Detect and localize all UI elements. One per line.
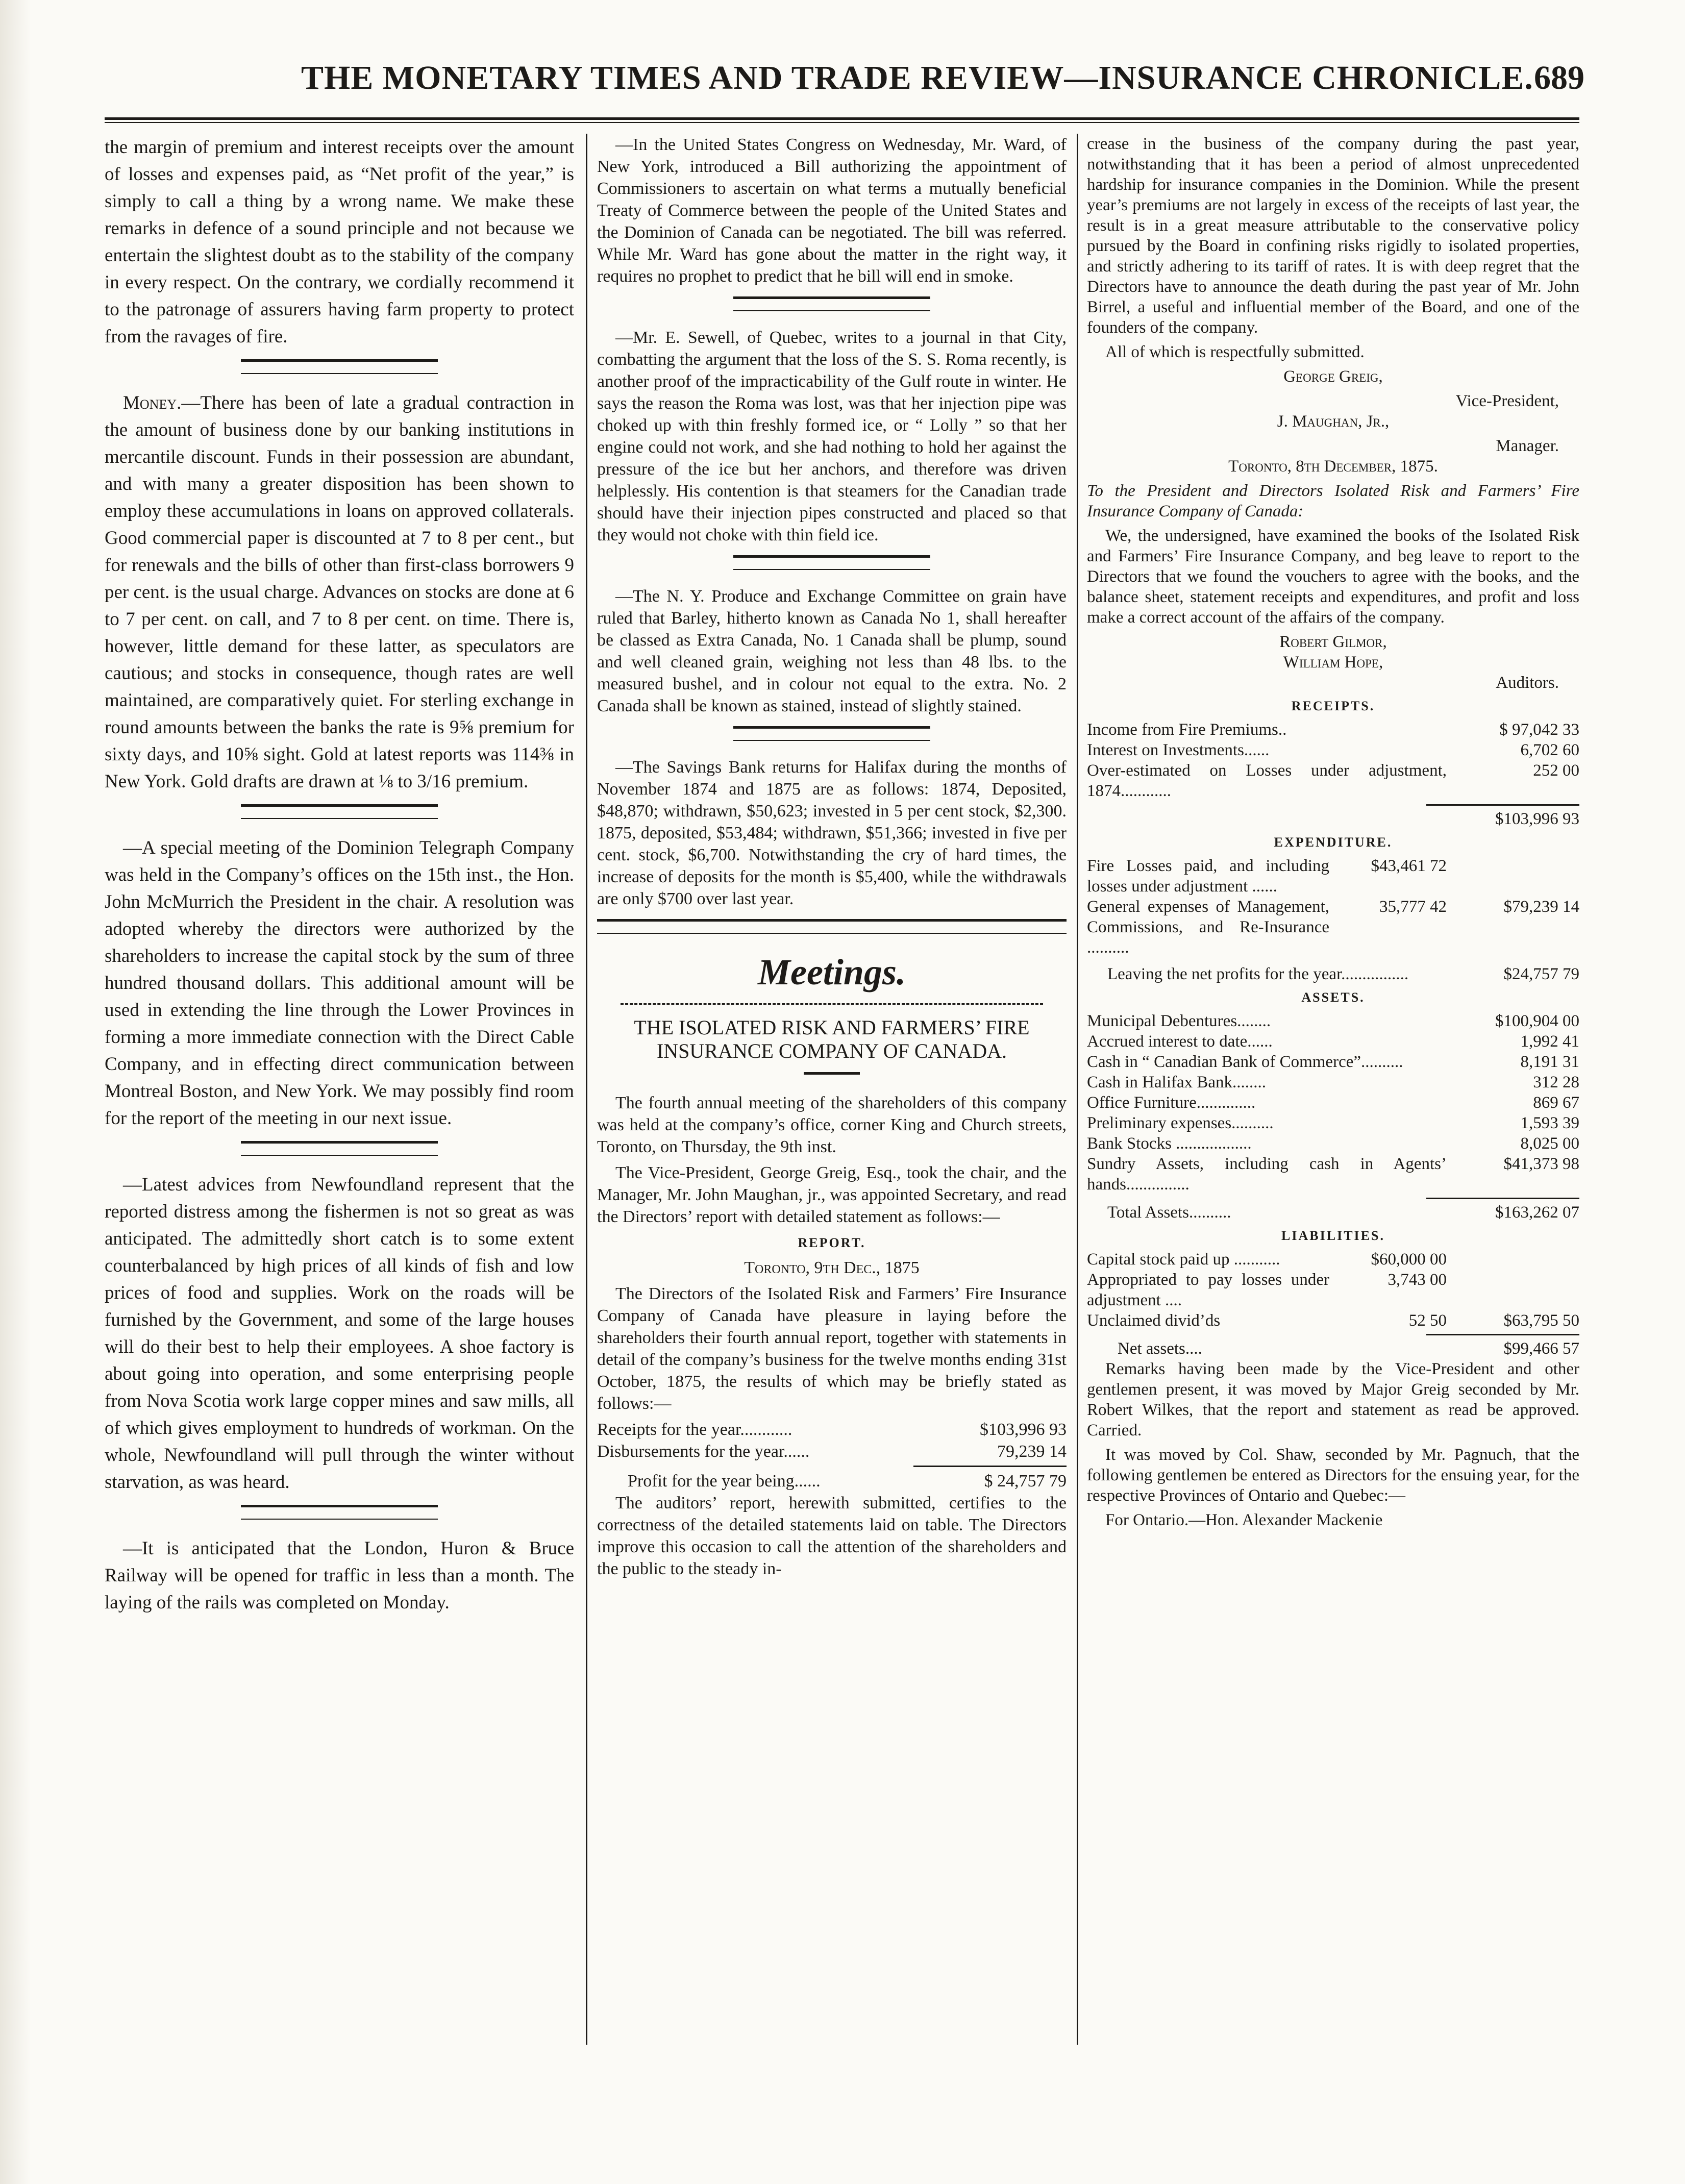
account-line (1087, 897, 1579, 958)
account-value: $24,757 79 (1503, 965, 1579, 983)
account-label: Accrued interest to date...... (1087, 1032, 1273, 1051)
liabilities-total: $63,795 50 (1503, 1311, 1579, 1330)
account-value: 6,702 60 (1520, 741, 1579, 759)
meeting-paragraph: For Ontario.—Hon. Alexander Mackenie (1105, 1511, 1383, 1529)
column-rule-2 (1077, 134, 1078, 2045)
net-assets-line (1087, 1338, 1579, 1359)
column-rule-1 (586, 134, 587, 2045)
account-label: Cash in “ Canadian Bank of Commerce”.......... (1087, 1053, 1403, 1071)
account-value: 252 00 (1533, 761, 1579, 780)
account-label: Preliminary expenses.......... (1087, 1114, 1274, 1132)
report-label: REPORT. (798, 1235, 866, 1250)
disbursements-value: 79,239 14 (997, 1442, 1067, 1461)
railway-article: —It is anticipated that the London, Huron & Bruce Railway will be opened for traffic in less than a month. The laying of the rails was completed on Monday. (105, 1538, 574, 1613)
profit-label: Profit for the year being...... (628, 1472, 821, 1491)
account-value: $99,466 57 (1503, 1339, 1579, 1358)
account-value: 8,025 00 (1520, 1134, 1579, 1153)
account-label: Municipal Debentures........ (1087, 1012, 1271, 1030)
signatory-title: Manager. (1496, 437, 1559, 455)
account-label: Appropriated to pay losses under adjustment .... (1087, 1271, 1329, 1309)
account-label: Income from Fire Premiums.. (1087, 721, 1287, 739)
disbursements-label: Disbursements for the year...... (597, 1442, 810, 1461)
account-value: 869 67 (1533, 1094, 1579, 1112)
account-value: 3,743 00 (1387, 1271, 1447, 1289)
auditor-date: Toronto, 8th December, 1875. (1228, 457, 1438, 476)
account-line (1087, 1113, 1579, 1133)
submission-line: All of which is respectfully submitted. (1105, 343, 1365, 361)
account-value: 1,992 41 (1520, 1032, 1579, 1051)
expenditure-heading: EXPENDITURE. (1274, 835, 1393, 850)
report-continuation: crease in the business of the company during the past year, notwithstanding that it has been a period of almost unprecedented hardship for insurance companies in the Dominion. While the present year’s premiums are not largely in excess of the receipts of last year, the result is in a great measure attributable to the conservative policy pursued by the Board in confining risks rigidly to isolated properties, and strictly adhering to its tariff of rates. It is with deep regret that the Directors have to announce the death during the past year of Mr. John Birrel, a useful and influential member of the Board, and one of the founders of the company. (1087, 135, 1579, 337)
separator-rule (733, 726, 930, 741)
account-value: $41,373 98 (1503, 1155, 1579, 1173)
account-label: Interest on Investments...... (1087, 741, 1270, 759)
produce-article: —The N. Y. Produce and Exchange Committee on grain have ruled that Barley, hitherto known as Canada No 1, shall hereafter be classed as Extra Canada, No. 1 Canada shall be plump, sound and well cleaned grain, weighing not less than 48 lbs. to the measured bushel, and in colour not equal to the extra. No. 2 Canada shall be known as stained, instead of slightly stained. (597, 587, 1067, 715)
account-line (1087, 1011, 1579, 1031)
account-value: $163,262 07 (1495, 1203, 1579, 1222)
header-rule (105, 117, 1579, 123)
signatory-name: George Greig, (1283, 367, 1383, 386)
profit-line (597, 1470, 1067, 1492)
assets-heading: ASSETS. (1301, 990, 1365, 1005)
account-line (1087, 740, 1579, 760)
account-label: Total Assets.......... (1107, 1203, 1231, 1222)
account-line (1087, 1093, 1579, 1113)
money-text: —There has been of late a gradual contraction in the amount of business done by our banking institutions in mercantile discount. Funds in their possession are abundant, and with many a greater disposition has been shown to employ these accumulations in loans on approved collaterals. Good commercial paper is discounted at 7 to 8 per cent., but for renewals and the bills of other than first-class borrowers 9 per cent. is the usual charge. Advances on stocks are done at 6 to 7 per cent. on call, and 7 to 8 per cent. on time. There is, however, little demand for these latter, as speculators are cautious; and stocks in consequence, though rates are well maintained, are comparatively quiet. For sterling exchange in round amounts between the banks the rate is 9⅝ premium for sixty days, and 10⅝ sight. Gold at latest reports was 114⅜ in New York. Gold drafts are drawn at ⅛ to 3/16 premium. (105, 392, 574, 792)
account-label: Unclaimed divid’ds (1087, 1311, 1221, 1330)
account-line (1087, 760, 1579, 801)
publication-title: THE MONETARY TIMES AND TRADE REVIEW—INSURANCE CHRONICLE. (301, 59, 1533, 96)
account-value: $100,904 00 (1495, 1012, 1579, 1030)
assets-total-line (1087, 1202, 1579, 1223)
column-3 (1087, 134, 1579, 2045)
congress-article: —In the United States Congress on Wednesday, Mr. Ward, of New York, introduced a Bill authorizing the appointment of Commissioners to ascertain on what terms a mutually beneficial Treaty of Commerce between the people of the United States and the Dominion of Canada can be negotiated. The bill was referred. While Mr. Ward has gone about the matter in the right way, it requires no prophet to predict that he bill will end in smoke. (597, 135, 1067, 286)
account-line (1087, 1154, 1579, 1195)
net-profit-line (1087, 964, 1579, 984)
short-rule (804, 1072, 860, 1077)
account-label: Sundry Assets, including cash in Agents’ hands............... (1087, 1155, 1447, 1194)
report-date: Toronto, 9th Dec., 1875 (744, 1258, 920, 1277)
receipts-line (597, 1419, 1067, 1441)
receipts-label: Receipts for the year............ (597, 1420, 792, 1439)
sum-rule (1426, 804, 1579, 806)
telegraph-article: —A special meeting of the Dominion Telegraph Company was held in the Company’s offices on the 15th inst., the Hon. John McMurrich the President in the chair. A resolution was adopted whereby the directors were authorized by the shareholders to increase the capital stock by the sum of three hundred thousand dollars. This additional amount will be used in extending the line through the Lower Provinces in forming a more immediate connection with the Direct Cable Company, and in effecting direct communication between Montreal Boston, and New York. We may possibly find room for the report of the meeting in our next issue. (105, 837, 574, 1129)
newfoundland-article: —Latest advices from Newfoundland represent that the reported distress among the fishermen is not so great as was anticipated. The admittedly short catch is to some extent counterbalanced by high prices of all kinds of fish and low prices of food and supplies. Work on the roads will be furnished by the Government, and some of the large houses will do their best to help their employees. A shoe factory is about going into operation, and some enterprising people from Nova Scotia work large copper mines and saw mills, all of which gives employment to hundreds of workman. On the whole, Newfoundland will pull through the winter without starvation, as was heard. (105, 1174, 574, 1493)
account-label: Bank Stocks .................. (1087, 1134, 1252, 1153)
auditor-name: Robert Gilmor, (1279, 633, 1387, 651)
account-label: Office Furniture.............. (1087, 1094, 1256, 1112)
separator-rule (241, 1141, 438, 1156)
report-paragraph: The Directors of the Isolated Risk and Farmers’ Fire Insurance Company of Canada have pleasure in laying before the shareholders their fourth annual report, together with statements in detail of the company’s business for the twelve months ending 31st October, 1875, the results of which may be briefly stated as follows:— (597, 1284, 1067, 1413)
account-line (1087, 1072, 1579, 1093)
separator-rule (241, 804, 438, 819)
account-line (1087, 719, 1579, 740)
receipts-heading: RECEIPTS. (1291, 699, 1375, 713)
auditor-title: Auditors. (1496, 674, 1559, 692)
separator-rule (733, 296, 930, 311)
account-value: 312 28 (1533, 1073, 1579, 1091)
account-label: Fire Losses paid, and including losses under adjustment ...... (1087, 857, 1329, 896)
column-2 (597, 134, 1067, 2045)
savings-article: —The Savings Bank returns for Halifax during the months of November 1874 and 1875 are as follows: 1874, Deposited, $48,870; withdrawn, $50,623; invested in 5 per cent stock, $2,300. 1875, deposited, $53,484; withdrawn, $51,366; invested in five per cent. stock, $6,700. Notwithstanding the cry of hard times, the increase of deposits for the month is $5,400, while the withdrawals are only $700 over last year. (597, 758, 1067, 908)
account-value: 35,777 42 (1379, 898, 1447, 916)
auditor-paragraph: We, the undersigned, have examined the books of the Isolated Risk and Farmers’ Fire Insurance Company, and beg leave to report to the Directors that we found the vouchers to agree with the books, and the balance sheet, statement receipts and expenditures, and profit and loss make a correct account of the affairs of the company. (1087, 527, 1579, 627)
signatory-title: Vice-President, (1455, 392, 1559, 410)
meeting-paragraph: It was moved by Col. Shaw, seconded by Mr. Pagnuch, that the following gentlemen be entered as Directors for the ensuing year, for the respective Provinces of Ontario and Quebec:— (1087, 1446, 1579, 1505)
expenditure-total: $79,239 14 (1503, 898, 1579, 916)
signatory-name: J. Maughan, Jr., (1277, 412, 1390, 431)
money-article (105, 389, 574, 795)
account-value: 8,191 31 (1520, 1053, 1579, 1071)
section-rule (597, 919, 1067, 934)
account-line (1087, 1270, 1579, 1310)
disbursements-line (597, 1441, 1067, 1462)
masthead (87, 59, 1584, 115)
meetings-heading: Meetings. (757, 952, 906, 992)
account-line (1087, 1052, 1579, 1072)
account-value: 52 50 (1408, 1311, 1447, 1330)
auditors-paragraph: The auditors’ report, herewith submitted, certifies to the correctness of the detailed statements laid on table. The Directors improve this occasion to call the attention of the shareholders and the public to the steady in- (597, 1494, 1067, 1578)
account-total (1087, 809, 1579, 829)
meeting-paragraph: Remarks having been made by the Vice-President and other gentlemen present, it was moved by Major Greig seconded by Mr. Robert Wilkes, that the report and statement as read be approved. Carried. (1087, 1360, 1579, 1440)
sum-rule (1426, 1198, 1579, 1199)
account-label: Net assets.... (1118, 1339, 1202, 1358)
liabilities-heading: LIABILITIES. (1281, 1228, 1385, 1243)
account-line (1087, 1310, 1579, 1331)
account-value: 1,593 39 (1520, 1114, 1579, 1132)
account-label: Over-estimated on Losses under adjustment, 1874............ (1087, 761, 1447, 800)
company-heading: THE ISOLATED RISK AND FARMERS’ FIRE INSURANCE COMPANY OF CANADA. (634, 1016, 1030, 1062)
meeting-paragraph: The fourth annual meeting of the shareholders of this company was held at the company’s office, corner King and Church streets, Toronto, on Thursday, the 9th inst. (597, 1094, 1067, 1156)
page-number: 689 (1534, 59, 1584, 96)
column-1 (105, 134, 574, 2045)
account-line (1087, 1031, 1579, 1052)
sum-rule (913, 1466, 1067, 1467)
separator-rule (241, 1505, 438, 1520)
auditor-addressee: To the President and Directors Isolated Risk and Farmers’ Fire Insurance Company of Canada: (1087, 482, 1579, 520)
sum-rule (1426, 1334, 1579, 1335)
wavy-rule (621, 998, 1043, 1005)
profit-value: $ 24,757 79 (984, 1472, 1067, 1491)
account-label: Capital stock paid up ........... (1087, 1250, 1280, 1269)
receipts-total: $103,996 93 (1495, 810, 1579, 828)
account-label: General expenses of Management, Commissions, and Re-Insurance .......... (1087, 898, 1329, 957)
separator-rule (733, 555, 930, 570)
meeting-paragraph: The Vice-President, George Greig, Esq., took the chair, and the Manager, Mr. John Maughan, jr., was appointed Secretary, and read the Directors’ report with detailed statement as follows:— (597, 1163, 1067, 1226)
account-line (1087, 1133, 1579, 1154)
money-lead: Money. (123, 392, 182, 413)
article-paragraph: the margin of premium and interest receipts over the amount of losses and expenses paid, as “Net profit of the year,” is simply to call a thing by a wrong name. We make these remarks in defence of a sound principle and not because we entertain the slightest doubt as to the stability of the company in every respect. On the contrary, we cordially recommend it to the patronage of assurers having farm property to protect from the ravages of fire. (105, 137, 574, 347)
auditor-name: William Hope, (1283, 653, 1383, 672)
scan-edge-shadow (0, 0, 31, 2184)
separator-rule (241, 359, 438, 374)
account-line (1087, 1249, 1579, 1270)
receipts-value: $103,996 93 (980, 1420, 1067, 1439)
sewell-article: —Mr. E. Sewell, of Quebec, writes to a journal in that City, combatting the argument that the loss of the S. S. Roma recently, is another proof of the impracticability of the Gulf route in winter. He says the reason the Roma was lost, was that her injection pipe was choked up with thin freshly formed ice, or “ Lolly ” so that her engine could not work, and she had nothing to hold her against the pressure of the ice but her anchors, and therefore was driven helplessly. His contention is that steamers for the Canadian trade should have their injection pipes constructed and placed so that they would not choke with thin field ice. (597, 328, 1067, 544)
account-line (1087, 856, 1579, 897)
account-value: $43,461 72 (1371, 857, 1447, 875)
account-label: Cash in Halifax Bank........ (1087, 1073, 1267, 1091)
account-value: $ 97,042 33 (1499, 721, 1579, 739)
account-value: $60,000 00 (1371, 1250, 1447, 1269)
account-label: Leaving the net profits for the year................ (1107, 965, 1409, 983)
